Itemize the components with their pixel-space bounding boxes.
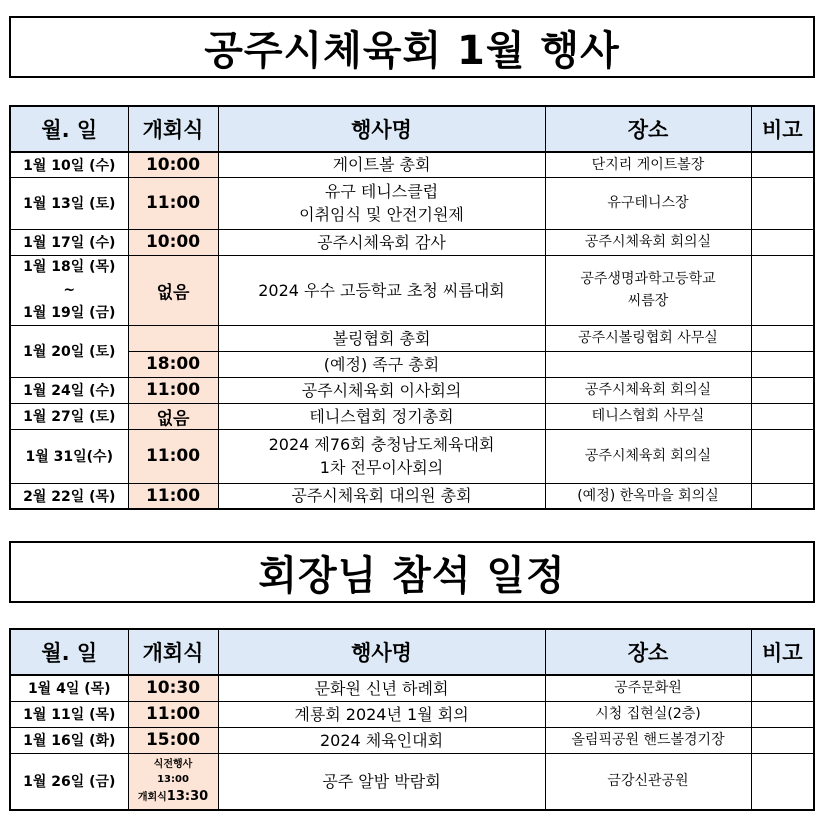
time-cell: 10:30 — [128, 675, 218, 701]
date-cell: 1월 24일 (수) — [10, 377, 128, 403]
table-row — [10, 675, 814, 701]
place-cell: 공주문화원 — [545, 675, 751, 701]
event-name-cell — [218, 429, 545, 483]
date-cell: 2월 22일 (목) — [10, 483, 128, 509]
place-cell: 시청 집현실(2층) — [545, 701, 751, 727]
event-name-cell: 문화원 신년 하례회 — [218, 675, 545, 701]
event-name-cell: 2024 우수 고등학교 초청 씨름대회 — [218, 255, 545, 325]
time-cell: 11:00 — [128, 377, 218, 403]
note-cell — [751, 403, 814, 429]
time-cell: 없음 — [128, 255, 218, 325]
event-name-cell: (예정) 족구 총회 — [218, 351, 545, 377]
place-cell: 공주시볼링협회 사무실 — [545, 325, 751, 351]
date-cell: 1월 13일 (토) — [10, 177, 128, 229]
header-name: 행사명 — [218, 629, 545, 675]
date-line: 1월 18일 (목) — [23, 258, 116, 275]
table-header-row — [10, 629, 814, 675]
header-note: 비고 — [751, 106, 814, 152]
note-cell — [751, 255, 814, 325]
date-cell: 1월 31일(수) — [10, 429, 128, 483]
place-cell: (예정) 한옥마을 회의실 — [545, 483, 751, 509]
page-title: 공주시체육회 1월 행사 — [9, 16, 815, 78]
table-row — [10, 351, 814, 377]
note-cell — [751, 325, 814, 351]
time-value: 13:30 — [166, 788, 209, 804]
place-cell: 공주시체육회 회의실 — [545, 229, 751, 255]
event-name-cell: 볼링협회 총회 — [218, 325, 545, 351]
table-row — [10, 429, 814, 483]
date-cell: 1월 11일 (목) — [10, 701, 128, 727]
event-name-cell: 공주시체육회 대의원 총회 — [218, 483, 545, 509]
note-cell — [751, 483, 814, 509]
date-line: 1월 19일 (금) — [23, 304, 116, 321]
table-row — [10, 177, 814, 229]
date-cell: 1월 10일 (수) — [10, 152, 128, 177]
date-cell — [10, 255, 128, 325]
table-row — [10, 377, 814, 403]
event-name-cell — [218, 177, 545, 229]
time-line: 식전행사 — [153, 758, 193, 770]
header-place: 장소 — [545, 106, 751, 152]
note-cell — [751, 229, 814, 255]
header-time: 개회식 — [128, 629, 218, 675]
table-header-row — [10, 106, 814, 152]
event-name-cell: 계룡회 2024년 1월 회의 — [218, 701, 545, 727]
place-cell: 금강신관공원 — [545, 753, 751, 810]
event-name-line: 1차 전무이사회의 — [319, 458, 444, 477]
time-cell: 11:00 — [128, 177, 218, 229]
time-cell: 18:00 — [128, 351, 218, 377]
place-cell: 테니스협회 사무실 — [545, 403, 751, 429]
date-cell: 1월 4일 (목) — [10, 675, 128, 701]
date-cell: 1월 26일 (금) — [10, 753, 128, 810]
note-cell — [751, 429, 814, 483]
table-row — [10, 701, 814, 727]
place-cell: 유구테니스장 — [545, 177, 751, 229]
header-note: 비고 — [751, 629, 814, 675]
time-cell: 없음 — [128, 403, 218, 429]
date-cell: 1월 27일 (토) — [10, 403, 128, 429]
time-cell: 10:00 — [128, 152, 218, 177]
place-cell — [545, 255, 751, 325]
table-row — [10, 483, 814, 509]
note-cell — [751, 701, 814, 727]
place-cell — [545, 351, 751, 377]
header-place: 장소 — [545, 629, 751, 675]
table-row — [10, 753, 814, 810]
event-name-cell: 2024 체육인대회 — [218, 727, 545, 753]
header-time: 개회식 — [128, 106, 218, 152]
date-cell: 1월 17일 (수) — [10, 229, 128, 255]
section-title: 회장님 참석 일정 — [9, 541, 815, 603]
note-cell — [751, 177, 814, 229]
event-name-line: 유구 테니스클럽 — [324, 182, 439, 201]
place-line: 공주생명과학고등학교 — [580, 271, 716, 287]
event-name-line: 이취임식 및 안전기원제 — [299, 205, 464, 224]
event-name-cell: 공주시체육회 감사 — [218, 229, 545, 255]
time-cell: 11:00 — [128, 429, 218, 483]
time-cell: 15:00 — [128, 727, 218, 753]
event-name-cell: 공주 알밤 박람회 — [218, 753, 545, 810]
date-cell: 1월 20일 (토) — [10, 325, 128, 377]
note-cell — [751, 727, 814, 753]
place-cell: 올림픽공원 핸드볼경기장 — [545, 727, 751, 753]
note-cell — [751, 377, 814, 403]
place-cell: 공주시체육회 회의실 — [545, 429, 751, 483]
date-line: ~ — [63, 281, 76, 298]
time-cell — [128, 753, 218, 810]
time-line — [129, 787, 218, 806]
table-row — [10, 403, 814, 429]
place-cell: 단지리 게이트볼장 — [545, 152, 751, 177]
note-cell — [751, 152, 814, 177]
event-name-cell: 테니스협회 정기총회 — [218, 403, 545, 429]
events-table — [9, 105, 815, 510]
header-date: 월. 일 — [10, 629, 128, 675]
time-cell — [128, 325, 218, 351]
place-cell: 공주시체육회 회의실 — [545, 377, 751, 403]
time-cell: 11:00 — [128, 701, 218, 727]
time-label: 개회식 — [137, 791, 167, 803]
note-cell — [751, 675, 814, 701]
time-line: 13:00 — [157, 773, 189, 785]
event-name-cell: 공주시체육회 이사회의 — [218, 377, 545, 403]
time-cell: 11:00 — [128, 483, 218, 509]
date-cell: 1월 16일 (화) — [10, 727, 128, 753]
place-line: 씨름장 — [627, 293, 669, 309]
time-cell: 10:00 — [128, 229, 218, 255]
note-cell — [751, 351, 814, 377]
attendance-table — [9, 628, 815, 811]
table-row — [10, 255, 814, 325]
note-cell — [751, 753, 814, 810]
table-row — [10, 229, 814, 255]
event-name-line: 2024 제76회 충청남도체육대회 — [268, 435, 495, 454]
table-row — [10, 727, 814, 753]
header-name: 행사명 — [218, 106, 545, 152]
header-date: 월. 일 — [10, 106, 128, 152]
table-row — [10, 152, 814, 177]
table-row — [10, 325, 814, 351]
event-name-cell: 게이트볼 총회 — [218, 152, 545, 177]
